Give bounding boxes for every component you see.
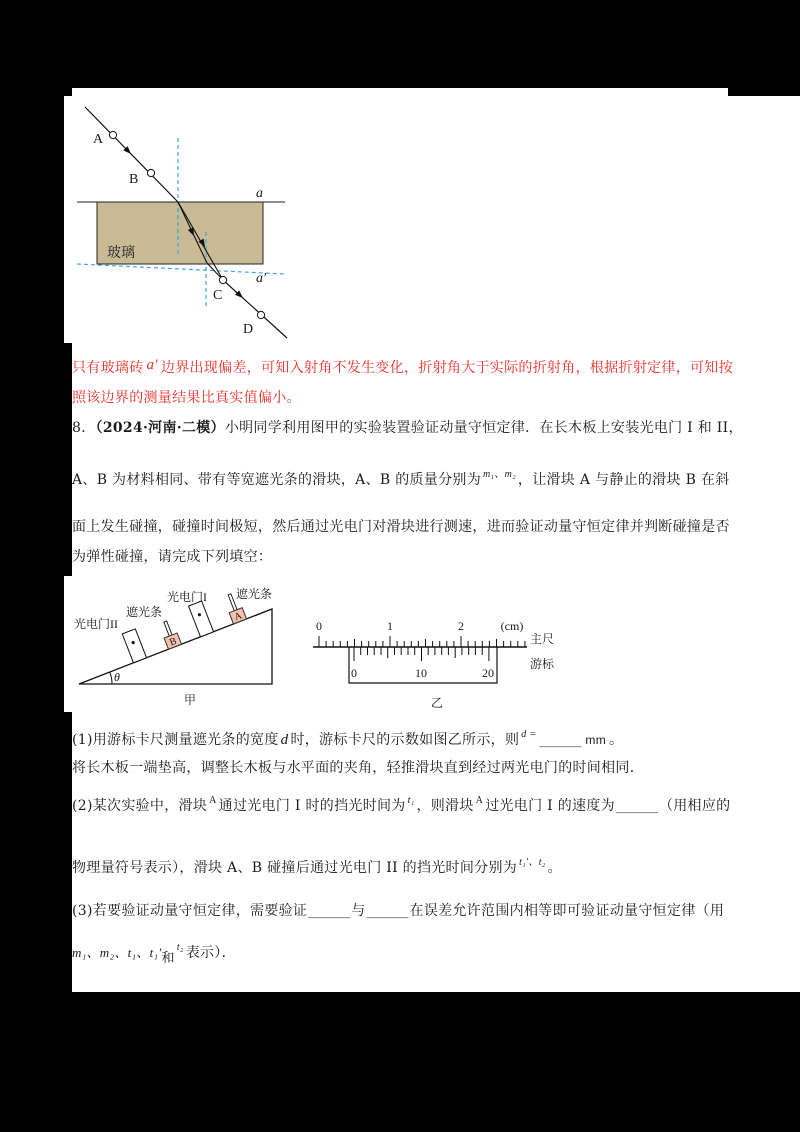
question-stem-line-2 (72, 469, 730, 490)
analysis-text: 边界出现偏差，可知入射角不发生变化，折射角大于实际的折射角，根据折射定律，可知按 (160, 360, 733, 376)
angle-arc (110, 672, 112, 684)
answer-blank-right[interactable]: ______ (366, 903, 409, 919)
angle-theta: θ (114, 670, 120, 684)
label-strip-b: 遮光条 (126, 605, 163, 619)
part3-text: 和 (161, 951, 175, 966)
part3-line-2 (72, 942, 236, 966)
symbol-t1: t₁ (407, 795, 415, 806)
part2-text: 。 (547, 860, 562, 876)
vernier-label-20: 20 (482, 666, 494, 680)
symbol-variables: m₁、m₂、t₁、t₁′ (72, 945, 162, 960)
label-strip-a: 遮光条 (236, 587, 273, 601)
vernier-label-0: 0 (351, 666, 357, 680)
label-gate-2: 光电门II (74, 617, 118, 631)
page-top-strip (72, 88, 728, 96)
label-gate-1: 光电门I (167, 590, 207, 604)
symbol-a: A (209, 795, 217, 806)
label-c: C (213, 288, 223, 303)
analysis-text: 照该边界的测量结果比真实值偏小。 (72, 390, 301, 406)
part2-text: ，则滑块 (416, 798, 474, 814)
answer-blank-left[interactable]: ______ (308, 903, 351, 919)
edge-a-prime-dashed (77, 264, 285, 274)
answer-blank-velocity[interactable]: ______ (615, 798, 658, 814)
part3-text: 在误差允许范围内相等即可验证动量守恒定律（用 (409, 903, 725, 919)
label-b: B (129, 172, 139, 187)
question-text: 面上发生碰撞，碰撞时间极短，然后通过光电门对滑块进行测速，进而验证动量守恒定律并判断碰撞是否 (72, 519, 730, 535)
emergent-ray (223, 280, 287, 338)
photogate-1 (189, 601, 214, 637)
label-a: A (93, 132, 104, 147)
question-stem-line-3 (72, 519, 730, 535)
label-glass: 玻璃 (107, 246, 135, 261)
label-d: D (243, 322, 254, 337)
question-text: ，让滑块 A 与静止的滑块 B 在斜 (517, 472, 730, 488)
analysis-line-1 (72, 357, 733, 376)
main-label-0: 0 (316, 619, 322, 633)
symbol-a-prime: a′ (146, 357, 158, 373)
figure-caption-yi: 乙 (430, 696, 444, 710)
part1-line (72, 729, 624, 750)
part1-text: 时，游标卡尺的示数如图乙所示，则 (290, 732, 520, 748)
pin-a-icon (109, 131, 116, 138)
part1-note: 将长木板一端垫高，调整长木板与水平面的夹角，轻推滑块直到经过两光电门的时间相同． (72, 760, 644, 776)
vernier-label-10: 10 (415, 666, 427, 680)
refraction-figure (64, 96, 304, 343)
block-a-label: A (232, 610, 244, 624)
vernier-ticks (354, 647, 489, 661)
main-label-2: 2 (458, 619, 464, 633)
part2-text: 过光电门 I 的速度为 (485, 798, 615, 814)
main-label-1: 1 (387, 619, 393, 633)
part3-line-1 (72, 903, 724, 919)
question-source: （2024·河南·二模） (95, 420, 225, 436)
question-number: 8． (72, 420, 96, 436)
unit-label: (cm) (500, 619, 524, 633)
unit-mm: mm (585, 733, 607, 747)
part2-text: (2)某次实验中，滑块 (72, 798, 208, 814)
slider-b (159, 619, 182, 650)
light-strip-b (164, 621, 172, 636)
symbol-d-equals: d = (521, 729, 537, 740)
answer-blank-d[interactable]: ______ (539, 732, 582, 748)
symbol-masses: m₁、m₂ (483, 469, 516, 480)
part1-text: (1)用游标卡尺测量遮光条的宽度 (72, 732, 279, 748)
analysis-line-2 (72, 390, 301, 406)
pin-b-icon (147, 169, 154, 176)
label-edge-a: a (256, 186, 263, 201)
part2-text: 通过光电门 I 时的挡光时间为 (218, 798, 406, 814)
part2-text: （用相应的 (658, 798, 731, 814)
figure-jia-incline (64, 576, 300, 712)
part2-line-1 (72, 795, 731, 816)
part3-text: 表示）． (185, 945, 236, 961)
main-scale-ticks (319, 636, 525, 647)
question-text: A、B 为材料相同、带有等宽遮光条的滑块，A、B 的质量分别为 (72, 472, 481, 488)
part2-text: 物理量符号表示），滑块 A、B 碰撞后通过光电门 II 的挡光时间分别为 (72, 860, 518, 876)
question-stem-line-1 (72, 420, 743, 436)
analysis-text: 只有玻璃砖 (72, 360, 144, 376)
question-text: 小明同学利用图甲的实验装置验证动量守恒定律．在长木板上安装光电门 I 和 II， (224, 420, 743, 436)
symbol-d: d (280, 732, 289, 748)
vernier-label: 游标 (530, 657, 555, 671)
part3-text: 与 (351, 903, 366, 919)
question-stem-line-4 (72, 549, 272, 565)
figure-caption-jia: 甲 (184, 693, 197, 707)
photogate-2 (122, 629, 146, 663)
label-edge-a-prime: a′ (256, 271, 267, 286)
part3-text: (3)若要验证动量守恒定律，需要验证 (72, 903, 308, 919)
symbol-a: A (475, 795, 484, 806)
main-scale-label: 主尺 (530, 632, 555, 646)
incident-ray (85, 107, 178, 202)
question-text: 为弹性碰撞，请完成下列填空： (72, 549, 273, 565)
pin-c-icon (219, 276, 226, 283)
figure-yi-vernier (300, 600, 570, 715)
block-b-label: B (168, 635, 179, 649)
part1-note-line (72, 760, 644, 776)
symbol-times: t₁′、t₂ (519, 857, 546, 868)
part1-text: 。 (609, 732, 624, 748)
pin-d-icon (257, 311, 264, 318)
part2-line-2 (72, 857, 562, 878)
symbol-t2: t₂ (176, 942, 184, 953)
